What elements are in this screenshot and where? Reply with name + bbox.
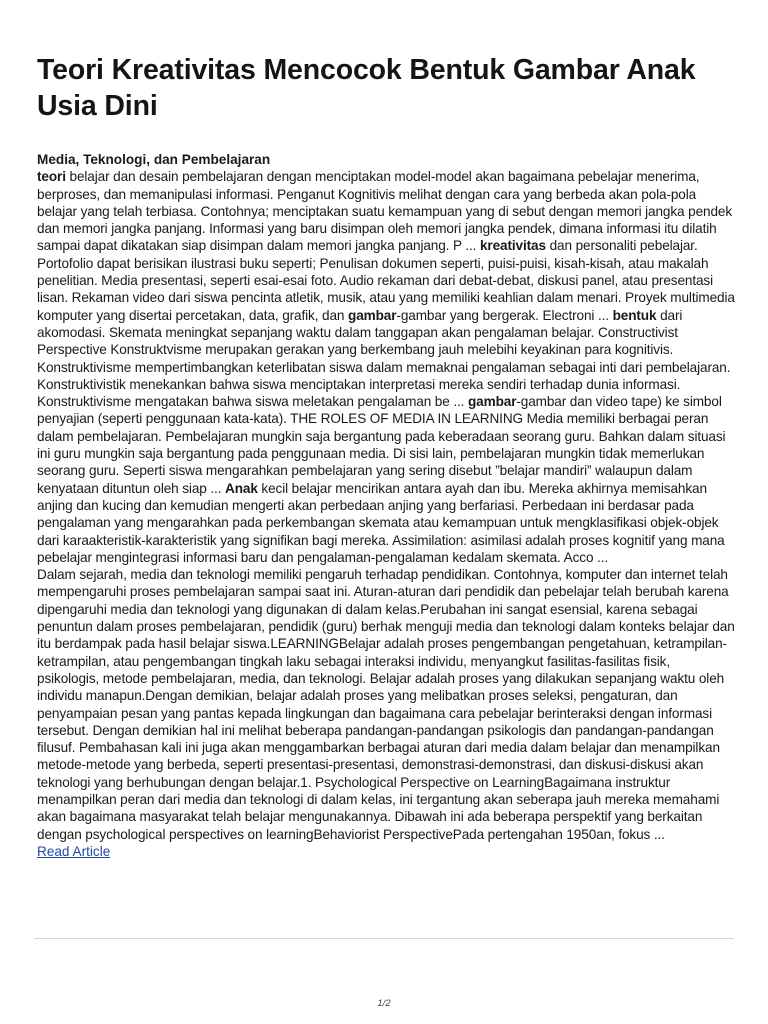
section-heading: Media, Teknologi, dan Pembelajaran <box>37 152 271 167</box>
article-paragraph-2: Dalam sejarah, media dan teknologi memiliki pengaruh terhadap pendidikan. Contohnya, komputer dan internet telah mempengaruhi proses pembelajaran sampai saat ini. Aturan-aturan dari pendidik dan pebelajar telah berubah karena dipengaruhi media dan teknologi yang digunakan di dalam kelas.Perubahan ini sangat esensial, karena sebagai penuntun dalam proses pembelajaran, pendidik (guru) berhak menguji media dan teknologi dalam konteks belajar dan itu berdampak pada hasil belajar siswa.LEARNINGBelajar adalah proses pengembangan pengetahuan, ketrampilan-ketrampilan, atau pengembangan tingkah laku sebagai interaksi individu, menyangkut fasilitas-fasilitas fisik, psikologis, metode pembelajaran, media, dan teknologi. Belajar adalah proses yang dilakukan sepanjang waktu oleh individu manapun.Dengan demikian, belajar adalah proses yang melibatkan proses seleksi, pengaturan, dan penyampaian pesan yang pantas kepada lingkungan dan bagaimana cara pebelajar berinteraksi dengan informasi tersebut. Dengan demikian hal ini melihat beberapa pandangan-pandangan psikologis dan pandangan-pandangan filusuf. Pembahasan kali ini juga akan menggambarkan berbagai aturan dari media dalam belajar dan menampilkan metode-metode yang berbeda, seperti presentasi-presentasi, demonstrasi-demonstrasi, dan diskusi-diskusi akan teknologi yang berhubungan dengan belajar.1. Psychological Perspective on LearningBagaimana instruktur menampilkan peran dari media dan teknologi di dalam kelas, ini tergantung akan seberapa jauh mereka memahami akan bagaimana masyarakat telah belajar mengunakannya. Dibawah ini ada beberapa perspektif yang berkaitan dengan psychological perspectives on learningBehaviorist PerspectivePada pertengahan 1950an, fokus ... <box>37 567 735 842</box>
keyword-highlight: bentuk <box>612 307 657 323</box>
excerpt-text: belajar dan desain pembelajaran dengan menciptakan model-model akan bagaimana pebelajar menerima, berproses, dan memanipulasi informasi. Penganut Kognitivis melihat dengan cara yang berbeda akan pola-pola belajar yang telah terbiasa. Contohnya; menciptakan suatu kemampuan yang di sebut dengan memori jangka pendek dan memori jangka panjang. Informasi yang baru disimpan oleh memori jangka pendek, dimana informasi itu dilatih sampai dapat dikatakan siap disimpan dalam memori jangka panjang. P ... <box>37 169 733 254</box>
keyword-highlight: gambar <box>467 394 517 410</box>
article-body <box>37 168 735 843</box>
keyword-highlight: kreativitas <box>479 238 546 254</box>
keyword-highlight: teori <box>37 169 66 185</box>
read-article-link[interactable]: Read Article <box>37 843 111 859</box>
page-title: Teori Kreativitas Mencocok Bentuk Gambar Anak Usia Dini <box>37 54 696 122</box>
document-page <box>37 52 735 861</box>
footer-divider <box>34 938 734 939</box>
keyword-highlight: gambar <box>348 307 397 323</box>
keyword-highlight: Anak <box>225 480 258 496</box>
page-number: 1/2 <box>377 998 391 1009</box>
excerpt-text: kecil belajar mencirikan antara ayah dan ibu. Mereka akhirnya memisahkan anjing dan kucing dan kemudian mengerti akan perbedaan anjing yang berfariasi. Perbedaan ini berdasar pada pengalaman yang mengarahkan pada perkembangan skemata atau kemampuan untuk mengklasifikasi objek-objek dari karaakteristik-karakteristik yang signifikan bagi mereka. Assimilation: asimilasi adalah proses kognitif yang mana pebelajar mengintegrasi informasi baru dan pengalaman-pengalaman kedalam skemata. Acco ... <box>37 480 725 565</box>
excerpt-text: dari akomodasi. Skemata meningkat sepanjang waktu dalam tanggapan akan pengalaman belajar. Constructivist Perspective Konstruktvisme merupakan gerakan yang berkembang jauh melebihi keyakinan para kognitivis. Konstruktivisme mempertimbangkan keterlibatan siswa dalam memaknai pengalaman sebagai inti dari pembelajaran. Konstruktivistik menekankan bahwa siswa menciptakan interpretasi mereka sendiri terhadap dunia informasi. Konstruktivisme mengatakan bahwa siswa meletakan pengalaman be ... <box>37 307 731 410</box>
excerpt-text: -gambar yang bergerak. Electroni ... <box>396 307 613 323</box>
article-paragraph-1 <box>37 168 735 566</box>
excerpt-text: dan personaliti pebelajar. Portofolio dapat berisikan ilustrasi buku seperti; Penulisan dokumen seperti, puisi-puisi, kisah-kisah, atau makalah penelitian. Media presentasi, seperti esai-esai foto. Audio rekaman dari debat-debat, diskusi panel, atau presentasi lisan. Rekaman video dari siswa pencinta atletik, musik, atau yang memiliki keahlian dalam menari. Proyek multimedia komputer yang disertai percetakan, data, grafik, dan <box>37 238 735 323</box>
excerpt-text: -gambar dan video tape) ke simbol penyajian (seperti penggunaan kata-kata). THE ROLES OF MEDIA IN LEARNING Media memiliki berbagai peran dalam pembelajaran. Pembelajaran mungkin saja bergantung pada keberadaan seorang guru. Bahkan dalam situasi ini guru mungkin saja bergantung pada penggunaan media. Di sisi lain, pembelajaran mungkin tidak memerlukan seorang guru. Seperti siswa mengarahkan pembelajaran yang sering disebut ”belajar mandiri” walaupun dalam kenyataan dituntun oleh siap ... <box>37 394 726 496</box>
